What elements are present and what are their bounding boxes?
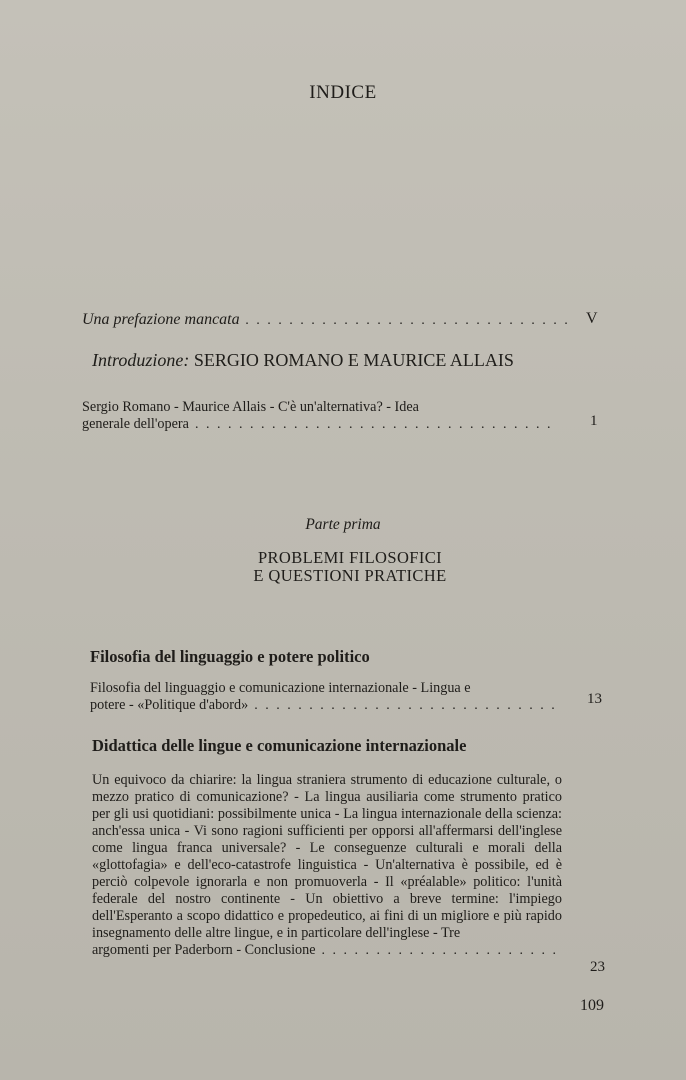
- toc-entry-label: Una prefazione mancata: [82, 311, 240, 328]
- intro-label-caps: SERGIO ROMANO E MAURICE ALLAIS: [189, 350, 514, 370]
- toc-entry-introduction[interactable]: [92, 350, 514, 371]
- leader-dots: [246, 313, 576, 329]
- part-title: [0, 549, 686, 585]
- summary-line: Sergio Romano - Maurice Allais - C'è un'alternativa? - Idea: [82, 399, 419, 415]
- chapter-title[interactable]: Didattica delle lingue e comunicazione internazionale: [92, 736, 467, 755]
- page-folio: 109: [580, 997, 604, 1014]
- leader-dots: [322, 942, 556, 959]
- chapter-title[interactable]: Filosofia del linguaggio e potere politico: [90, 647, 370, 666]
- chapter-summary: [90, 680, 560, 714]
- summary-line: potere - «Politique d'abord»: [90, 697, 249, 713]
- part-title-line: E QUESTIONI PRATICHE: [253, 566, 447, 585]
- leader-dots: [254, 697, 554, 714]
- toc-page-number: 23: [590, 959, 605, 975]
- toc-entry-preface[interactable]: [82, 311, 582, 329]
- summary-line: Filosofia del linguaggio e comunicazione internazionale - Lingua e: [90, 680, 471, 696]
- toc-page-number: 1: [590, 413, 598, 429]
- toc-page-number: V: [586, 310, 598, 327]
- intro-label-italic: Introduzione:: [92, 350, 190, 370]
- chapter-summary: [92, 772, 562, 959]
- toc-page-number: 13: [587, 691, 602, 707]
- summary-line: generale dell'opera: [82, 416, 189, 432]
- summary-line: argomenti per Paderborn - Conclusione: [92, 942, 316, 958]
- part-title-line: PROBLEMI FILOSOFICI: [257, 548, 443, 567]
- index-title: INDICE: [309, 82, 377, 103]
- leader-dots: [195, 416, 554, 433]
- intro-summary: [82, 399, 560, 433]
- part-label: Parte prima: [305, 516, 381, 533]
- summary-text: Un equivoco da chiarire: la lingua straniera strumento di educazione culturale, o mezzo pratico di comunicazione? - La lingua ausiliaria come strumento pratico per gli usi quotidiani: possibilmente unica - La lingua internazionale della scienza: anch'essa unica - Vi sono ragioni sufficienti per opporsi all'affermarsi dell'inglese come lingua franca universale? - Le conseguenze culturali e morali della «glottofagia» e dell'eco-catastrofe linguistica - Un'alternativa è possibile, ed è perciò colpevole ignorarla e non promuoverla - Il «préalable» politico: l'unità federale del nostro continente - Un obiettivo a breve termine: l'impiego dell'Esperanto a scopo didattico e propedeutico, ai fini di un migliore e più rapido insegnamento delle altre lingue, e in particolare dell'inglese - Tre: [92, 772, 562, 941]
